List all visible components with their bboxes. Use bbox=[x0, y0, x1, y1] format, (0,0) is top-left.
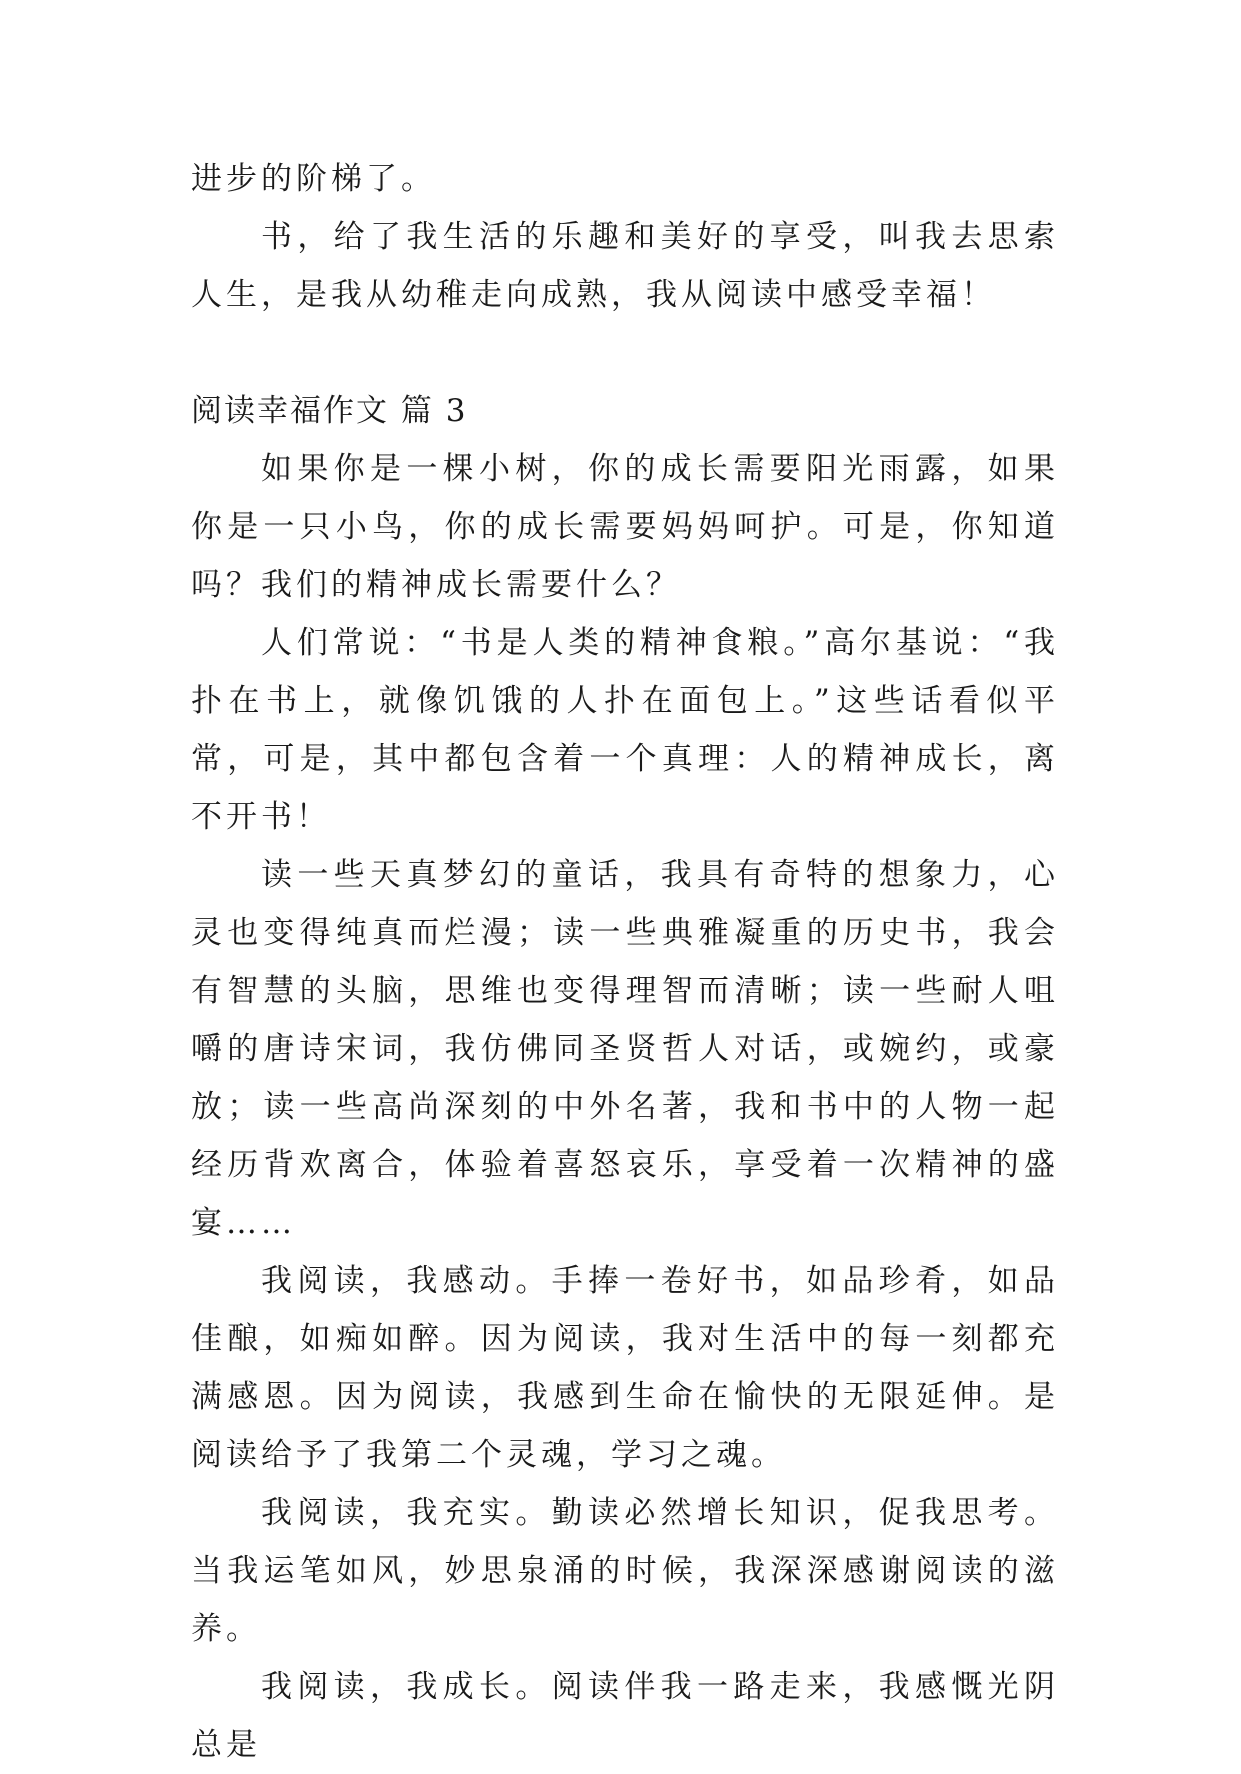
paragraph-1: 如果你是一棵小树，你的成长需要阳光雨露，如果你是一只小鸟，你的成长需要妈妈呵护。可是，你知道吗？我们的精神成长需要什么？ bbox=[191, 451, 1059, 603]
paragraph-6: 我阅读，我成长。阅读伴我一路走来，我感慨光阴总是 bbox=[191, 1669, 1059, 1763]
paragraph-conclusion: 书，给了我生活的乐趣和美好的享受，叫我去思索人生，是我从幼稚走向成熟，我从阅读中感受幸福！ bbox=[191, 219, 1059, 313]
paragraph-4: 我阅读，我感动。手捧一卷好书，如品珍肴，如品佳酿，如痴如醉。因为阅读，我对生活中的每一刻都充满感恩。因为阅读，我感到生命在愉快的无限延伸。是阅读给予了我第二个灵魂，学习之魂。 bbox=[191, 1263, 1059, 1473]
paragraph-5: 我阅读，我充实。勤读必然增长知识，促我思考。当我运笔如风，妙思泉涌的时候，我深深感谢阅读的滋养。 bbox=[191, 1495, 1059, 1647]
paragraph-continuation: 进步的阶梯了。 bbox=[191, 161, 436, 197]
paragraph-3: 读一些天真梦幻的童话，我具有奇特的想象力，心灵也变得纯真而烂漫；读一些典雅凝重的历史书，我会有智慧的头脑，思维也变得理智而清晰；读一些耐人咀嚼的唐诗宋词，我仿佛同圣贤哲人对话，或婉约，或豪放；读一些高尚深刻的中外名著，我和书中的人物一起经历背欢离合，体验着喜怒哀乐，享受着一次精神的盛宴…… bbox=[191, 857, 1059, 1241]
paragraph-2: 人们常说：“书是人类的精神食粮。”高尔基说：“我扑在书上，就像饥饿的人扑在面包上。”这些话看似平常，可是，其中都包含着一个真理：人的精神成长，离不开书！ bbox=[191, 625, 1059, 835]
section-heading: 阅读幸福作文 篇 3 bbox=[191, 393, 468, 429]
document-page bbox=[191, 150, 1059, 1774]
